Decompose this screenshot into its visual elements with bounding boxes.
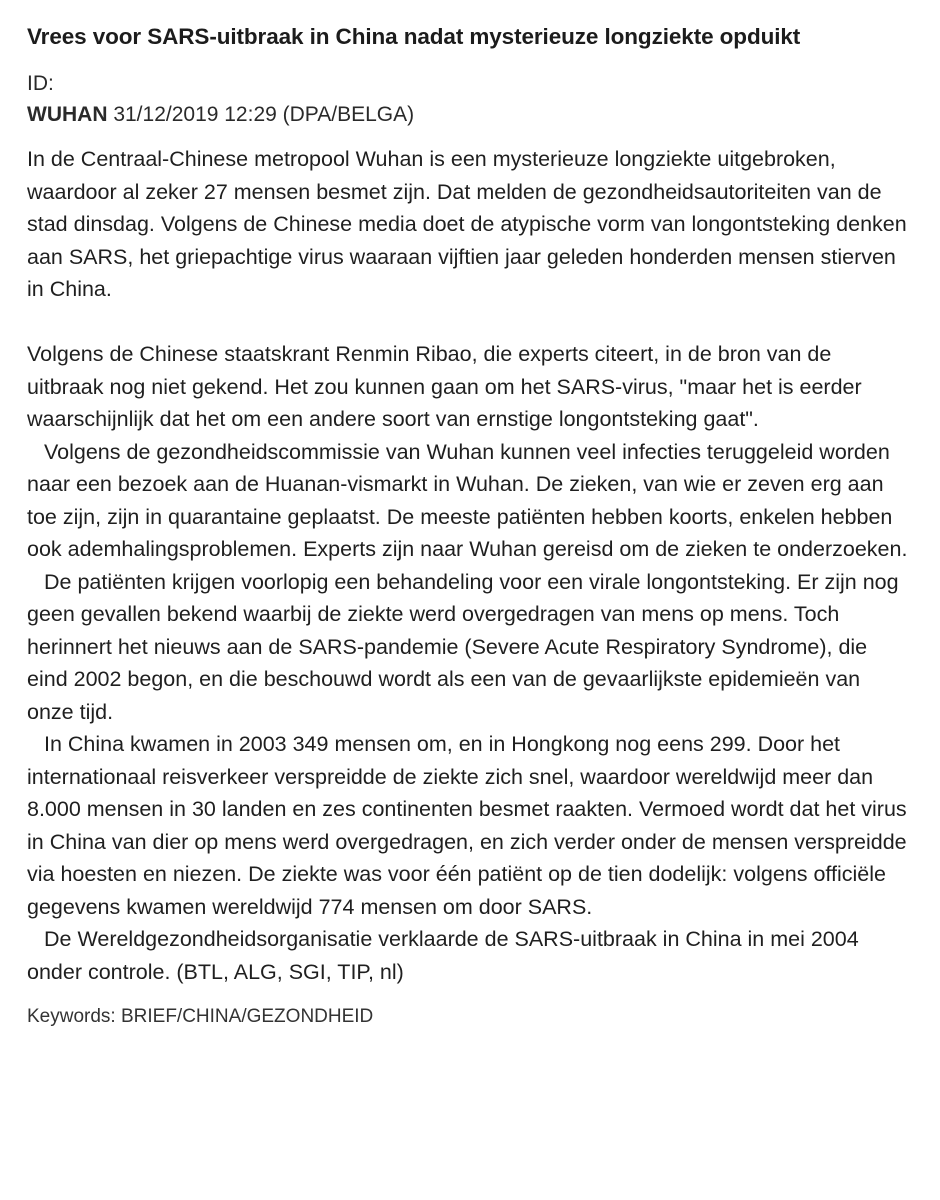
dateline-city: WUHAN <box>27 103 108 126</box>
paragraph-1: In de Centraal-Chinese metropool Wuhan is een mysterieuze longziekte uitgebroken, waardoor al zeker 27 mensen besmet zijn. Dat melden de gezondheidsautoriteiten van de stad dinsdag. Volgens de Chinese media doet de atypische vorm van longontsteking denken aan SARS, het griepachtige virus waaraan vijftien jaar geleden honderden mensen stierven in China. <box>27 147 907 301</box>
article-headline: Vrees voor SARS-uitbraak in China nadat mysterieuze longziekte opduikt <box>27 24 801 49</box>
paragraph-4: De patiënten krijgen voorlopig een behandeling voor een virale longontsteking. Er zijn nog geen gevallen bekend waarbij de ziekte werd overgedragen van mens op mens. Toch herinnert het nieuws aan de SARS-pandemie (Severe Acute Respiratory Syndrome), die eind 2002 begon, en die beschouwd wordt als een van de gevaarlijkste epidemieën van onze tijd. <box>27 569 899 724</box>
paragraph-6: De Wereldgezondheidsorganisatie verklaarde de SARS-uitbraak in China in mei 2004 onder controle. (BTL, ALG, SGI, TIP, nl) <box>27 927 859 984</box>
dateline-date-source: 31/12/2019 12:29 (DPA/BELGA) <box>107 103 415 126</box>
article-keywords: Keywords: BRIEF/CHINA/GEZONDHEID <box>27 1006 374 1027</box>
article-meta <box>27 68 910 130</box>
article-id-label: ID: <box>27 72 54 95</box>
paragraph-2: Volgens de Chinese staatskrant Renmin Ribao, die experts citeert, in de bron van de uitbraak nog niet gekend. Het zou kunnen gaan om het SARS-virus, "maar het is eerder waarschijnlijk dat het om een andere soort van ernstige longontsteking gaat". <box>27 342 862 431</box>
paragraph-5: In China kwamen in 2003 349 mensen om, en in Hongkong nog eens 299. Door het internationaal reisverkeer verspreidde de ziekte zich snel, waardoor wereldwijd meer dan 8.000 mensen in 30 landen en zes continenten besmet raakten. Vermoed wordt dat het virus in China van dier op mens werd overgedragen, en zich verder onder de mensen verspreidde via hoesten en niezen. De ziekte was voor één patiënt op de tien dodelijk: volgens officiële gegevens kwamen wereldwijd 774 mensen om door SARS. <box>27 732 907 919</box>
paragraph-3: Volgens de gezondheidscommissie van Wuhan kunnen veel infecties teruggeleid worden naar een bezoek aan de Huanan-vismarkt in Wuhan. De zieken, van wie er zeven erg aan toe zijn, zijn in quarantaine geplaatst. De meeste patiënten hebben koorts, enkelen hebben ook ademhalingsproblemen. Experts zijn naar Wuhan gereisd om de zieken te onderzoeken. <box>27 439 908 561</box>
dateline <box>27 99 910 130</box>
article-body <box>27 143 910 988</box>
